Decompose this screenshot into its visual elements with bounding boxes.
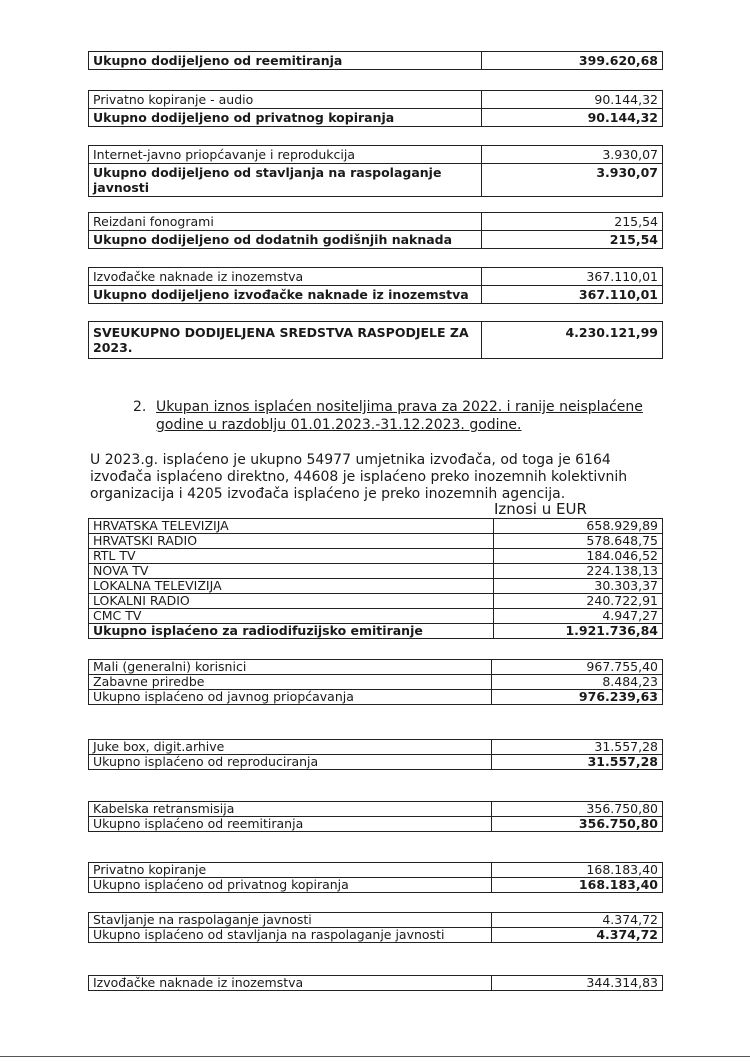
row-amount: 967.755,40 [492,660,663,675]
table-row [89,519,663,534]
section-title: Ukupan iznos isplaćen nositeljima prava za 2022. i ranije neisplaćene godine u razdoblju 01.01.2023.-31.12.2023. godine. [156,399,643,433]
table-row [89,52,663,70]
row-amount: 224.138,13 [494,564,663,579]
row-amount: 1.921.736,84 [494,624,663,639]
row-label: Ukupno dodijeljeno od dodatnih godišnjih naknada [89,231,482,249]
row-label: Juke box, digit.arhive [89,740,492,755]
table-row [89,624,663,639]
table-row [89,690,663,705]
row-amount: 3.930,07 [482,164,663,197]
row-amount: 4.947,27 [494,609,663,624]
table-row [89,609,663,624]
row-amount: 399.620,68 [482,52,663,70]
making-available-paid-table [88,912,663,943]
row-amount: 168.183,40 [492,863,663,878]
row-label: CMC TV [89,609,494,624]
row-label: NOVA TV [89,564,494,579]
public-communication-paid-table [88,659,663,705]
table-row [89,549,663,564]
row-amount: 658.929,89 [494,519,663,534]
row-amount: 4.374,72 [492,928,663,943]
private-copy-paid-table [88,862,663,893]
table-row [89,268,663,286]
reissued-phonograms-table [88,212,663,249]
row-amount: 31.557,28 [492,740,663,755]
row-amount: 30.303,37 [494,579,663,594]
row-label: Ukupno dodijeljeno od reemitiranja [89,52,482,70]
currency-header: Iznosi u EUR [494,500,587,518]
row-label: LOKALNA TELEVIZIJA [89,579,494,594]
table-row [89,660,663,675]
row-amount: 4.374,72 [492,913,663,928]
table-row [89,91,663,109]
row-label: Ukupno isplaćeno od reemitiranja [89,817,492,832]
table-row [89,213,663,231]
table-row [89,579,663,594]
internet-allocated-table [88,145,663,197]
row-label: Ukupno isplaćeno od javnog priopćavanja [89,690,492,705]
reproduction-paid-table [88,739,663,770]
table-row [89,817,663,832]
grand-total-table [88,321,663,359]
row-label: Internet-javno priopćavanje i reprodukcija [89,146,482,164]
row-label: HRVATSKA TELEVIZIJA [89,519,494,534]
row-label: Privatno kopiranje [89,863,492,878]
row-label: Reizdani fonogrami [89,213,482,231]
row-amount: 356.750,80 [492,817,663,832]
row-label: Ukupno isplaćeno od reproduciranja [89,755,492,770]
row-label: Ukupno dodijeljeno od stavljanja na raspolaganje javnosti [89,164,482,197]
reemitting-allocated-table [88,51,663,70]
row-amount: 976.239,63 [492,690,663,705]
table-row [89,594,663,609]
row-label: Zabavne priredbe [89,675,492,690]
table-row [89,878,663,893]
reemitting-paid-table [88,801,663,832]
row-label: RTL TV [89,549,494,564]
table-row [89,286,663,304]
table-row [89,675,663,690]
broadcast-payments-table [88,518,663,639]
table-row [89,913,663,928]
row-label: Izvođačke naknade iz inozemstva [89,268,482,286]
table-row [89,564,663,579]
row-label: Ukupno dodijeljeno od privatnog kopiranja [89,109,482,127]
section-2-paragraph: U 2023.g. isplaćeno je ukupno 54977 umjetnika izvođača, od toga je 6164 izvođača isplaćeno direktno, 44608 je isplaćeno preko inozemnih kolektivnih organizacija i 4205 izvođača isplaćeno je preko inozemnih agencija. [90,452,628,502]
table-row [89,802,663,817]
table-row [89,164,663,197]
private-copy-allocated-table [88,90,663,127]
row-amount: 168.183,40 [492,878,663,893]
row-label: HRVATSKI RADIO [89,534,494,549]
row-amount: 90.144,32 [482,109,663,127]
table-row [89,231,663,249]
row-label: Privatno kopiranje - audio [89,91,482,109]
row-label: Stavljanje na raspolaganje javnosti [89,913,492,928]
row-amount: 90.144,32 [482,91,663,109]
row-amount: 215,54 [482,213,663,231]
row-label: LOKALNI RADIO [89,594,494,609]
row-amount: 215,54 [482,231,663,249]
row-amount: 3.930,07 [482,146,663,164]
section-number: 2. [133,399,147,415]
row-label: Ukupno isplaćeno od privatnog kopiranja [89,878,492,893]
table-row [89,928,663,943]
table-row [89,322,663,359]
row-amount: 31.557,28 [492,755,663,770]
row-label: Mali (generalni) korisnici [89,660,492,675]
row-amount: 356.750,80 [492,802,663,817]
row-amount: 8.484,23 [492,675,663,690]
table-row [89,146,663,164]
row-label: Ukupno isplaćeno za radiodifuzijsko emitiranje [89,624,494,639]
table-row [89,976,663,991]
table-row [89,755,663,770]
row-label: Ukupno isplaćeno od stavljanja na raspolaganje javnosti [89,928,492,943]
row-amount: 240.722,91 [494,594,663,609]
row-label: Ukupno dodijeljeno izvođačke naknade iz inozemstva [89,286,482,304]
foreign-fees-paid-table [88,975,663,991]
page-bottom-rule [0,1056,750,1057]
table-row [89,740,663,755]
row-amount: 344.314,83 [492,976,663,991]
table-row [89,534,663,549]
grand-total-amount: 4.230.121,99 [482,322,663,359]
table-row [89,109,663,127]
grand-total-label: SVEUKUPNO DODIJELJENA SREDSTVA RASPODJELE ZA 2023. [89,322,482,359]
row-amount: 367.110,01 [482,268,663,286]
row-label: Izvođačke naknade iz inozemstva [89,976,492,991]
foreign-fees-allocated-table [88,267,663,304]
row-label: Kabelska retransmisija [89,802,492,817]
row-amount: 367.110,01 [482,286,663,304]
table-row [89,863,663,878]
row-amount: 578.648,75 [494,534,663,549]
row-amount: 184.046,52 [494,549,663,564]
